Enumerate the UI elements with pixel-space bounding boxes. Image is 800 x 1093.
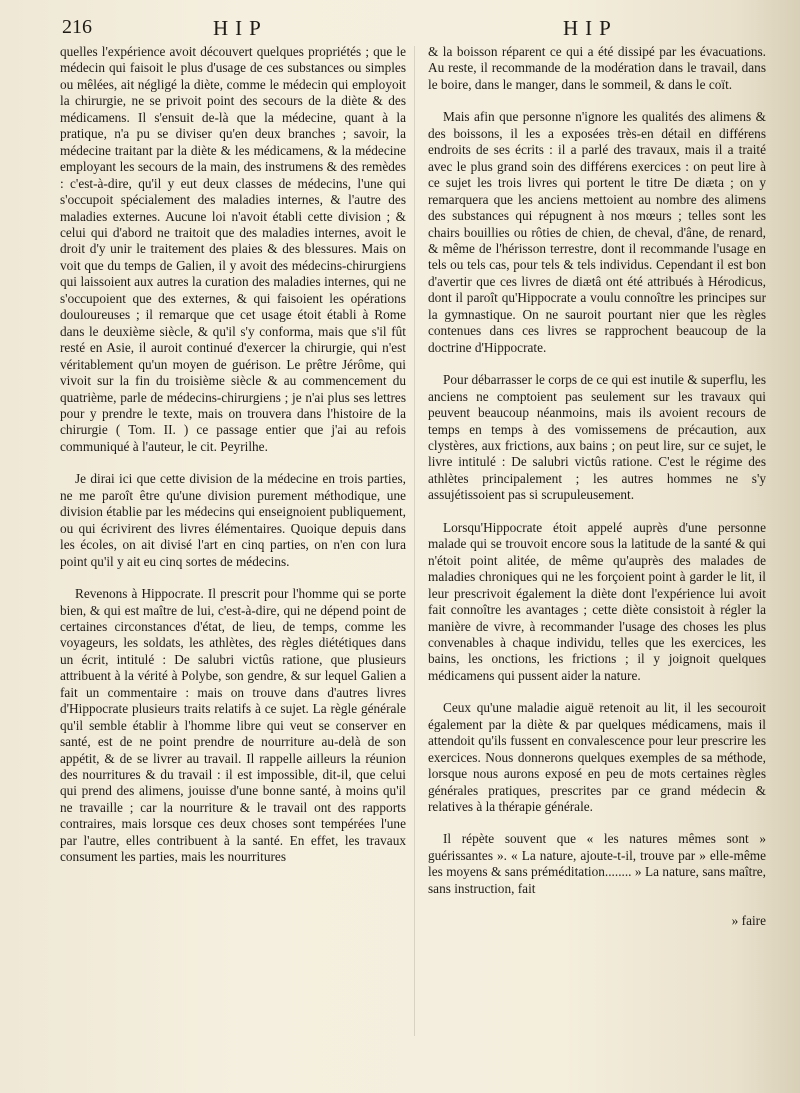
running-title-left: HIP bbox=[213, 16, 268, 40]
paragraph: Pour débarrasser le corps de ce qui est inutile & superflu, les anciens ne comptoient pas seulement sur les travaux qui peuvent beaucoup néanmoins, mais ils avoient recours de temps en temps à des vomissemens de précaution, aux clystères, aux frictions, aux bains ; on peut lire, sur ce sujet, le livre intitulé : De salubri victûs ratione. C'est le régime des athlètes principalement ; les autres hommes ne s'y assujétissoient pas si scrupuleusement. bbox=[428, 372, 766, 503]
paragraph: Mais afin que personne n'ignore les qualités des alimens & des boissons, il les a exposées très-en détail en différens endroits de ses écrits : il a parlé des travaux, mais il a traité avec le plus grand soin des différens exercices : on peut lire à ce sujet les trois livres qui portent le titre De diæta ; on y remarquera que les anciens mettoient au nombre des alimens des substances qui répugnent à nos mœurs ; telles sont les chairs bouillies ou rôties de chien, de cheval, d'âne, de renard, & même de l'hérisson terrestre, dont il recommande l'usage en tels ou tels cas, pour tels & tels individus. Cependant il est bon d'avertir que ces livres de diætâ ont été attribués à Hérodicus, dont il paroît qu'Hippocrate a voulu connoître les principes sur la gymnastique. On ne sauroit pourtant nier que les règles contenues dans ces livres se rapprochent beaucoup de la doctrine d'Hippocrate. bbox=[428, 109, 766, 355]
paragraph: Revenons à Hippocrate. Il prescrit pour l'homme qui se porte bien, & qui est maître de lui, c'est-à-dire, qui ne dépend point de certaines circonstances d'état, de lieu, de temps, comme les voyageurs, les soldats, les athlètes, des règles diététiques dans un écrit, intitulé : De salubri victûs ratione, que plusieurs attribuent à la vérité à Polybe, son gendre, & sur lequel Galien a fait un commentaire : mais on trouve dans d'autres livres d'Hippocrate plusieurs traits relatifs à ce sujet. La règle générale qu'il semble établir à l'homme libre qui veut se conserver en santé, est de ne point prendre de nourriture au-delà de son appétit, & de se livrer au travail. Il rappelle ailleurs la réunion des nourritures & du travail : il est impossible, dit-il, que celui qui prend des alimens, jouisse d'une bonne santé, à moins qu'il ne travaille ; car la nourriture & le travail ont des rapports contraires, mais lorsque ces deux choses sont tempérées l'une par l'autre, elles contribuent à la santé. En effet, les travaux consument les parties, mais les nourritures bbox=[60, 586, 406, 865]
paragraph: Lorsqu'Hippocrate étoit appelé auprès d'une personne malade qui se trouvoit encore sous la latitude de la santé & qui n'étoit point alitée, de même qu'auprès des malades de maladies chroniques qui ne les forçoient point à garder le lit, il leur prescrivoit également la diète dont l'expérience lui avoit fait connoître les avantages ; cette diète consistoit à régler la manière de vivre, à recommander l'usage des choses les plus convenables à chaque individu, telles que les exercices, les bains, les onctions, les frictions ; il y joignoit quelques médicamens qui pussent aider la nature. bbox=[428, 519, 766, 683]
running-title-right: HIP bbox=[563, 16, 618, 40]
paragraph: quelles l'expérience avoit découvert quelques propriétés ; que le médecin qui faisoit le plus d'usage de ces substances ou simples ou mêlées, ait négligé la diète, comme le médecin qui employoit la chirurgie, ne se privoit point des secours de la diète & des médicamens. Il s'ensuit de-là que la médecine, quant à la pratique, n'a pu se diviser qu'en deux branches ; savoir, la médecine traitant par la diète & les médicamens, & la médecine employant les secours de la main, des instrumens & des remèdes : c'est-à-dire, qu'il y eut deux classes de médecins, l'une qui s'occupoit spécialement des maladies internes, & l'autre des maladies externes. Aucune loi n'avoit établi cette division ; & celui qui d'abord ne traitoit que des maladies internes, avoit le droit d'y unir le traitement des plaies & des blessures. Mais on voit que du temps de Galien, il y avoit des médecins-chirurgiens qui laissoient aux autres la curation des maladies internes, qui ne s'occupoient que des externes, & qui faisoient les opérations douloureuses ; il remarque que cet usage étoit établi à Rome dans le deuxième siècle, & qu'il s'y conforma, mais que s'il fût resté en Asie, il auroit continué d'exercer la chirurgie, qui n'est véritablement qu'un moyen de guérison. Le prêtre Jérôme, qui vivoit sur la fin du troisième siècle & au commencement du quatrième, parle de médecins-chirurgiens ; je n'ai plus ses lettres pour y prendre le texte, mais on trouvera dans l'histoire de la chirurgie ( Tom. II. ) ce passage entier que j'ai au refois communiqué à l'auteur, le cit. Peyrilhe. bbox=[60, 44, 406, 454]
column-divider bbox=[414, 46, 415, 1036]
right-column bbox=[428, 44, 766, 930]
page-number: 216 bbox=[62, 16, 92, 38]
paragraph: Je dirai ici que cette division de la médecine en trois parties, ne me paroît être qu'une division purement méthodique, une division établie par les médecins qui enseignoient publiquement, ou qui écrivirent des livres élémentaires. Quoique depuis dans les écoles, on ait divisé l'art en cinq parties, on n'en con lura point qu'il y ait eu cinq sortes de médecins. bbox=[60, 471, 406, 569]
paragraph: Il répète souvent que « les natures mêmes sont » guérissantes ». « La nature, ajoute-t-il, trouve par » elle-même les moyens & sans préméditation........ » La nature, sans maître, sans instruction, fait bbox=[428, 831, 766, 896]
paragraph: Ceux qu'une maladie aiguë retenoit au lit, il les secouroit également par la diète & par quelques médicamens, mais il attendoit qu'ils fussent en convalescence pour leur prescrire les exercices. Nous donnerons quelques exemples de sa méthode, lorsque nous aurons exposé en peu de mots certaines règles générales pratiques, prescrites par ce grand médecin & relatives à la thérapie générale. bbox=[428, 700, 766, 815]
paragraph: & la boisson réparent ce qui a été dissipé par les évacuations. Au reste, il recommande de la modération dans le travail, dans le boire, dans le manger, dans le sommeil, & dans le coït. bbox=[428, 44, 766, 92]
left-column bbox=[60, 44, 406, 866]
catchword: » faire bbox=[731, 913, 766, 929]
running-header bbox=[0, 14, 800, 42]
